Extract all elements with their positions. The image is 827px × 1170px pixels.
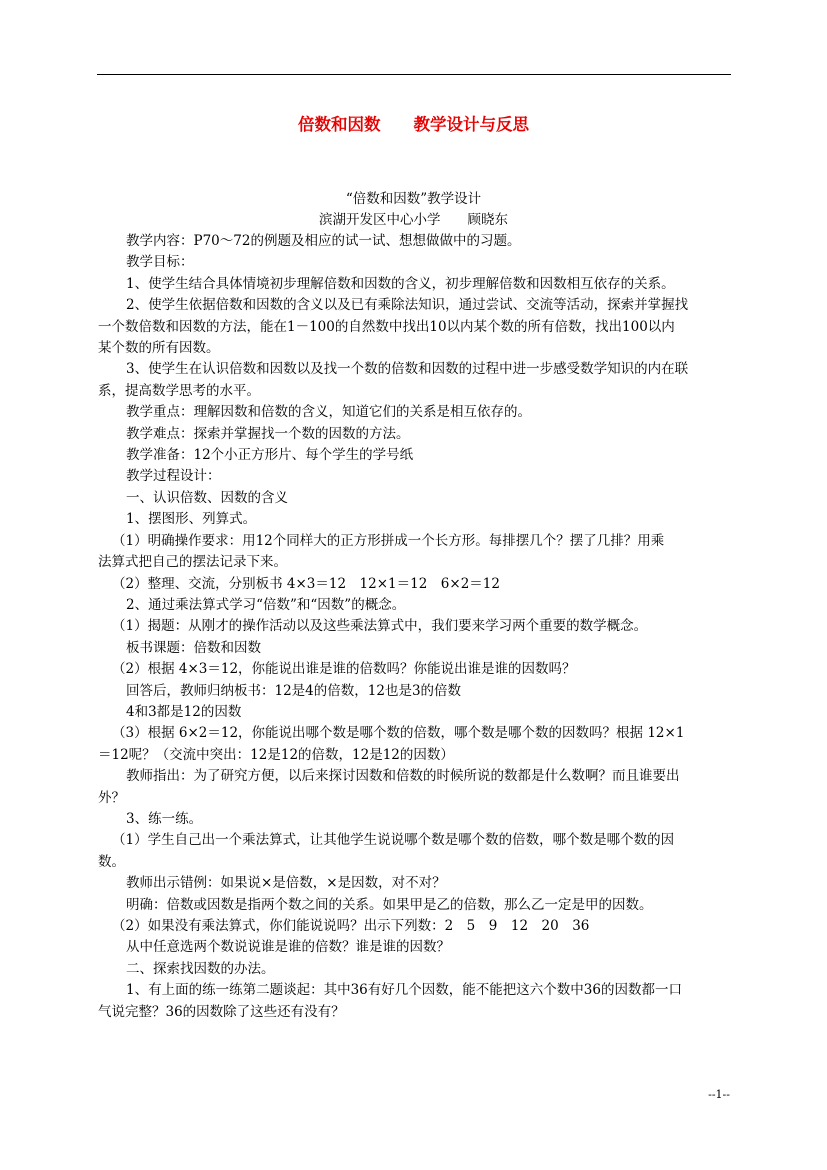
paragraph-line: 从中任意选两个数说说谁是谁的倍数？谁是谁的因数？ <box>126 939 450 956</box>
paragraph-line: 系，提高数学思考的水平。 <box>98 382 260 399</box>
paragraph-line: 数。 <box>98 853 125 870</box>
document-body <box>98 231 734 1023</box>
paragraph-line: 二、探索找因数的办法。 <box>126 960 275 977</box>
paragraph-line: 1、有上面的练一练第二题谈起：其中36有好几个因数，能不能把这六个数中36的因数都一口 <box>126 982 682 999</box>
author-line: 滨湖开发区中心小学 顾晓东 <box>319 212 508 228</box>
paragraph-line: （2）整理、交流，分别板书 4×3＝12 12×1＝12 6×2＝12 <box>112 575 500 592</box>
paragraph-line: 教学准备：12个小正方形片、每个学生的学号纸 <box>126 447 414 464</box>
paragraph-line: 外？ <box>98 789 125 806</box>
paragraph-line: （1）学生自己出一个乘法算式，让其他学生说说哪个数是哪个数的倍数，哪个数是哪个数的因 <box>112 832 675 849</box>
paragraph-line: 教师指出：为了研究方便，以后来探讨因数和倍数的时候所说的数都是什么数啊？而且谁要出 <box>126 768 680 785</box>
paragraph-line: 某个数的所有因数。 <box>98 340 220 357</box>
paragraph-line: 教学过程设计： <box>126 468 221 485</box>
paragraph-line: 教学难点：探索并掌握找一个数的因数的方法。 <box>126 425 410 442</box>
document-title: 倍数和因数 教学设计与反思 <box>298 115 529 134</box>
paragraph-line: （1）明确操作要求：用12个同样大的正方形拼成一个长方形。每排摆几个？摆了几排？用乘 <box>112 532 665 549</box>
paragraph-line: ＝12呢？（交流中突出：12是12的倍数，12是12的因数） <box>98 746 454 763</box>
paragraph-line: 3、使学生在认识倍数和因数以及找一个数的倍数和因数的过程中进一步感受数学知识的内在联 <box>126 361 689 378</box>
paragraph-line: 一、认识倍数、因数的含义 <box>126 489 288 506</box>
section-subtitle: “倍数和因数”教学设计 <box>345 191 482 207</box>
paragraph-line: 教学目标： <box>126 254 194 271</box>
paragraph-line: 明确：倍数或因数是指两个数之间的关系。如果甲是乙的倍数，那么乙一定是甲的因数。 <box>126 896 653 913</box>
paragraph-line: 板书课题：倍数和因数 <box>126 639 261 656</box>
page-number: --1-- <box>708 1088 730 1101</box>
paragraph-line: 回答后，教师归纳板书：12是4的倍数，12也是3的倍数 <box>126 682 462 699</box>
paragraph-line: 一个数倍数和因数的方法，能在1－100的自然数中找出10以内某个数的所有倍数，找出100以内 <box>98 318 675 335</box>
paragraph-line: 1、使学生结合具体情境初步理解倍数和因数的含义，初步理解倍数和因数相互依存的关系。 <box>126 275 675 292</box>
paragraph-line: 1、摆图形、列算式。 <box>126 511 257 528</box>
paragraph-line: 教学重点：理解因数和倍数的含义，知道它们的关系是相互依存的。 <box>126 404 531 421</box>
paragraph-line: （2）如果没有乘法算式，你们能说说吗？出示下列数：2 5 9 12 20 36 <box>112 918 590 934</box>
paragraph-line: 4和3都是12的因数 <box>126 703 242 720</box>
paragraph-line: （2）根据 4×3＝12，你能说出谁是谁的倍数吗？你能说出谁是谁的因数吗？ <box>112 661 576 678</box>
paragraph-line: 2、使学生依据倍数和因数的含义以及已有乘除法知识，通过尝试、交流等活动，探索并掌握找 <box>126 297 689 314</box>
paragraph-line: 教师出示错例：如果说×是倍数，×是因数，对不对？ <box>126 875 446 892</box>
paragraph-line: （1）揭题：从刚才的操作活动以及这些乘法算式中，我们要来学习两个重要的数学概念。 <box>112 618 648 635</box>
paragraph-line: 法算式把自己的摆法记录下来。 <box>98 554 287 571</box>
paragraph-line: 3、练一练。 <box>126 810 203 827</box>
paragraph-line: 教学内容：P70～72的例题及相应的试一试、想想做做中的习题。 <box>126 233 521 249</box>
paragraph-line: 2、通过乘法算式学习“倍数”和“因数”的概念。 <box>126 596 406 613</box>
paragraph-line: 气说完整？36的因数除了这些还有没有？ <box>98 1003 345 1020</box>
paragraph-line: （3）根据 6×2＝12，你能说出哪个数是哪个数的倍数，哪个数是哪个数的因数吗？根据 12×1 <box>112 725 685 742</box>
header-rule <box>97 74 731 75</box>
